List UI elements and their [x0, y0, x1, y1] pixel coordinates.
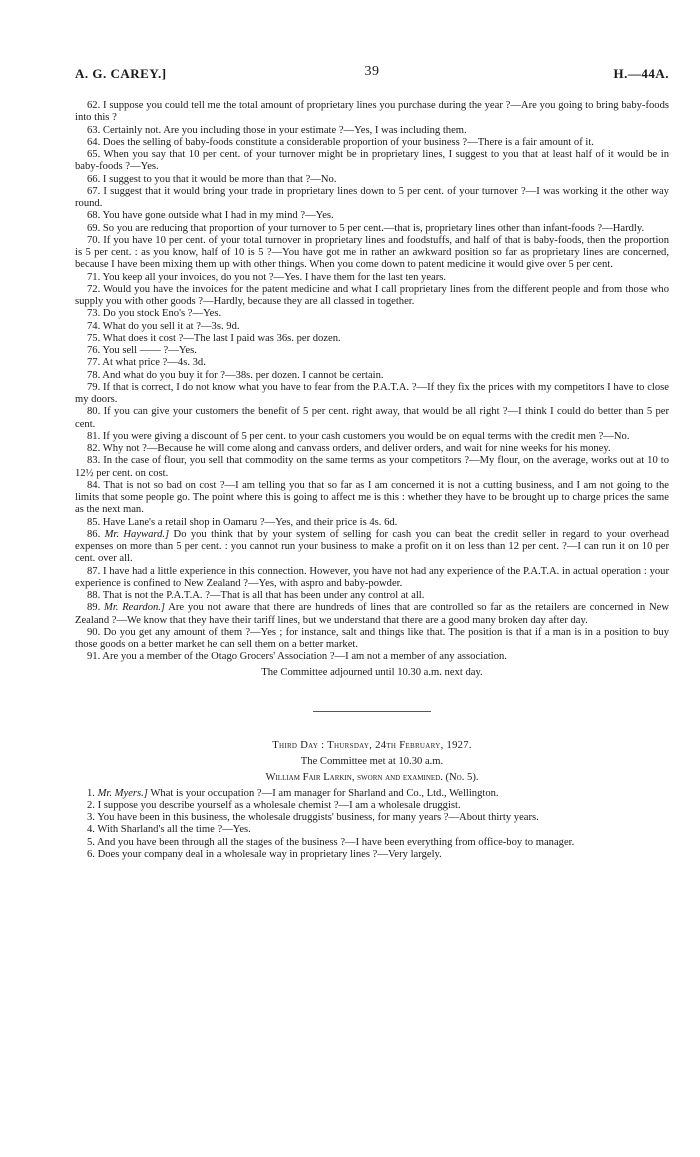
- evidence-section-2: [75, 788, 669, 862]
- question-answer-paragraph: 88. That is not the P.A.T.A. ?—That is all that has been under any control at all.: [87, 590, 425, 601]
- speaker-name: Mr. Reardon.]: [104, 602, 166, 614]
- question-answer-paragraph: 72. Would you have the invoices for the patent medicine and what I call proprietary lines from the different people and from those who supply you with other goods ?—Hardly, because they are all classed in together.: [75, 283, 669, 307]
- question-answer-paragraph: 66. I suggest to you that it would be more than that ?—No.: [87, 173, 337, 185]
- day-heading: Third Day : Thursday, 24th February, 1927.: [272, 739, 472, 751]
- document-body: [75, 100, 669, 861]
- question-answer-paragraph: 65. When you say that 10 per cent. of your turnover might be in proprietary lines, I suggest to you that at least half of it would be in baby-foods ?—Yes.: [75, 149, 669, 173]
- question-answer-paragraph: [75, 529, 669, 566]
- question-number: 89.: [87, 602, 101, 614]
- question-answer-paragraph: 74. What do you sell it at ?—3s. 9d.: [87, 320, 240, 332]
- question-answer-paragraph: 63. Certainly not. Are you including those in your estimate ?—Yes, I was including them.: [87, 124, 467, 136]
- question-answer-paragraph: 76. You sell —— ?—Yes.: [87, 345, 197, 356]
- question-number: 86.: [87, 528, 101, 540]
- paragraph-text: What is your occupation ?—I am manager for Sharland and Co., Ltd., Wellington.: [150, 787, 499, 799]
- question-answer-paragraph: 85. Have Lane's a retail shop in Oamaru ?—Yes, and their price is 4s. 6d.: [87, 516, 398, 528]
- question-answer-paragraph: 84. That is not so bad on cost ?—I am telling you that so far as I am concerned it is not a cutting business, and I am not going to the limits that some people go. The point where this is going to affect me is this : whether they have to be brought up to charge prices the same as the next man.: [75, 479, 669, 516]
- question-answer-paragraph: 83. In the case of flour, you sell that commodity on the same terms as your competitors ?—My flour, on the average, works out at 10 to 12½ per cent. on cost.: [75, 455, 669, 479]
- question-answer-paragraph: [75, 602, 669, 627]
- question-answer-paragraph: 67. I suggest that it would bring your trade in proprietary lines down to 5 per cent. of your turnover ?—I was working it the other way round.: [75, 185, 669, 209]
- question-answer-paragraph: 62. I suppose you could tell me the total amount of proprietary lines you purchase during the year ?—Are you going to bring baby-foods into this ?: [75, 100, 669, 124]
- question-answer-paragraph: 81. If you were giving a discount of 5 per cent. to your cash customers you would be on equal terms with the credit men ?—No.: [87, 430, 630, 442]
- question-answer-paragraph: 4. With Sharland's all the time ?—Yes.: [87, 824, 251, 836]
- question-answer-paragraph: 6. Does your company deal in a wholesale way in proprietary lines ?—Very largely.: [87, 848, 442, 860]
- question-answer-paragraph: 5. And you have been through all the stages of the business ?—I have been everything from office-boy to manager.: [87, 836, 575, 848]
- witness-line: William Fair Larkin, sworn and examined. (No. 5).: [265, 772, 479, 784]
- page-header: [75, 66, 669, 86]
- question-answer-paragraph: 3. You have been in this business, the wholesale druggists' business, for many years ?—About thirty years.: [87, 812, 539, 823]
- paragraph-text: Do you think that by your system of selling for cash you can beat the credit seller in regard to your overhead expenses on more than 5 per cent. : you cannot run your business to make a profit on it on less than 12 per cent. ?—I can run it on 10 per cent. over all.: [75, 528, 669, 565]
- question-answer-paragraph: 64. Does the selling of baby-foods constitute a considerable proportion of your business ?—There is a fair amount of it.: [87, 136, 594, 148]
- question-answer-paragraph: 79. If that is correct, I do not know what you have to fear from the P.A.T.A. ?—If they fix the prices with my competitors I have to close my doors.: [75, 381, 669, 405]
- question-answer-paragraph: 77. At what price ?—4s. 3d.: [87, 357, 206, 369]
- paragraph-text: Are you not aware that there are hundreds of lines that are controlled so far as the retailers are concerned in New Zealand ?—We know that they have their tariff lines, but we understand that there are a good many broken day after day.: [75, 602, 669, 626]
- question-answer-paragraph: 90. Do you get any amount of them ?—Yes ; for instance, salt and things like that. The position is that if a man is in a position to buy those goods on a better market he can sell them on a better market.: [75, 626, 669, 650]
- header-witness-name: A. G. CAREY.]: [75, 66, 167, 81]
- question-answer-paragraph: 69. So you are reducing that proportion of your turnover to 5 per cent.—that is, proprietary lines other than infant-foods ?—Hardly.: [87, 222, 645, 234]
- question-answer-paragraph: 82. Why not ?—Because he will come along and canvass orders, and deliver orders, and wait for nine weeks for his money.: [87, 443, 611, 454]
- question-answer-paragraph: 73. Do you stock Eno's ?—Yes.: [87, 308, 222, 320]
- question-answer-paragraph: 68. You have gone outside what I had in my mind ?—Yes.: [87, 210, 334, 222]
- document-reference: H.—44A.: [613, 66, 669, 81]
- question-number: 1.: [87, 787, 95, 799]
- committee-met-line: The Committee met at 10.30 a.m.: [300, 756, 444, 767]
- question-answer-paragraph: 87. I have had a little experience in this connection. However, you have not had any experience of the P.A.T.A. in actual operation : your experience is confined to New Zealand ?—Yes, with aspro and baby-powder.: [75, 565, 669, 589]
- document-page: [75, 66, 669, 861]
- question-answer-paragraph: 80. If you can give your customers the benefit of 5 per cent. right away, that would be all right ?—I think I could do better than 5 per cent.: [75, 406, 669, 430]
- question-answer-paragraph: 78. And what do you buy it for ?—38s. per dozen. I cannot be certain.: [87, 369, 384, 381]
- question-answer-paragraph: 71. You keep all your invoices, do you not ?—Yes. I have them for the last ten years.: [87, 271, 447, 283]
- question-answer-paragraph: [75, 788, 669, 800]
- adjournment-note: The Committee adjourned until 10.30 a.m. next day.: [261, 666, 483, 678]
- question-answer-paragraph: 91. Are you a member of the Otago Grocers' Association ?—I am not a member of any association.: [87, 651, 507, 663]
- page-number: 39: [364, 64, 380, 79]
- question-answer-paragraph: 2. I suppose you describe yourself as a wholesale chemist ?—I am a wholesale druggist.: [87, 799, 461, 811]
- question-answer-paragraph: 75. What does it cost ?—The last I paid was 36s. per dozen.: [87, 332, 341, 344]
- section-divider: [313, 711, 431, 712]
- speaker-name: Mr. Hayward.]: [104, 528, 170, 540]
- question-answer-paragraph: 70. If you have 10 per cent. of your total turnover in proprietary lines and foodstuffs, and half of that is baby-foods, then the proportion is 5 per cent. : as you know, half of 10 is 5 ?—You have got me in rather an awkward position so far as proprietary lines are concerned, because I have been mixing them up with other things. When you come down to patent medicine it would give over 5 per cent.: [75, 234, 669, 271]
- evidence-section-1: [75, 100, 669, 664]
- speaker-name: Mr. Myers.]: [97, 787, 148, 799]
